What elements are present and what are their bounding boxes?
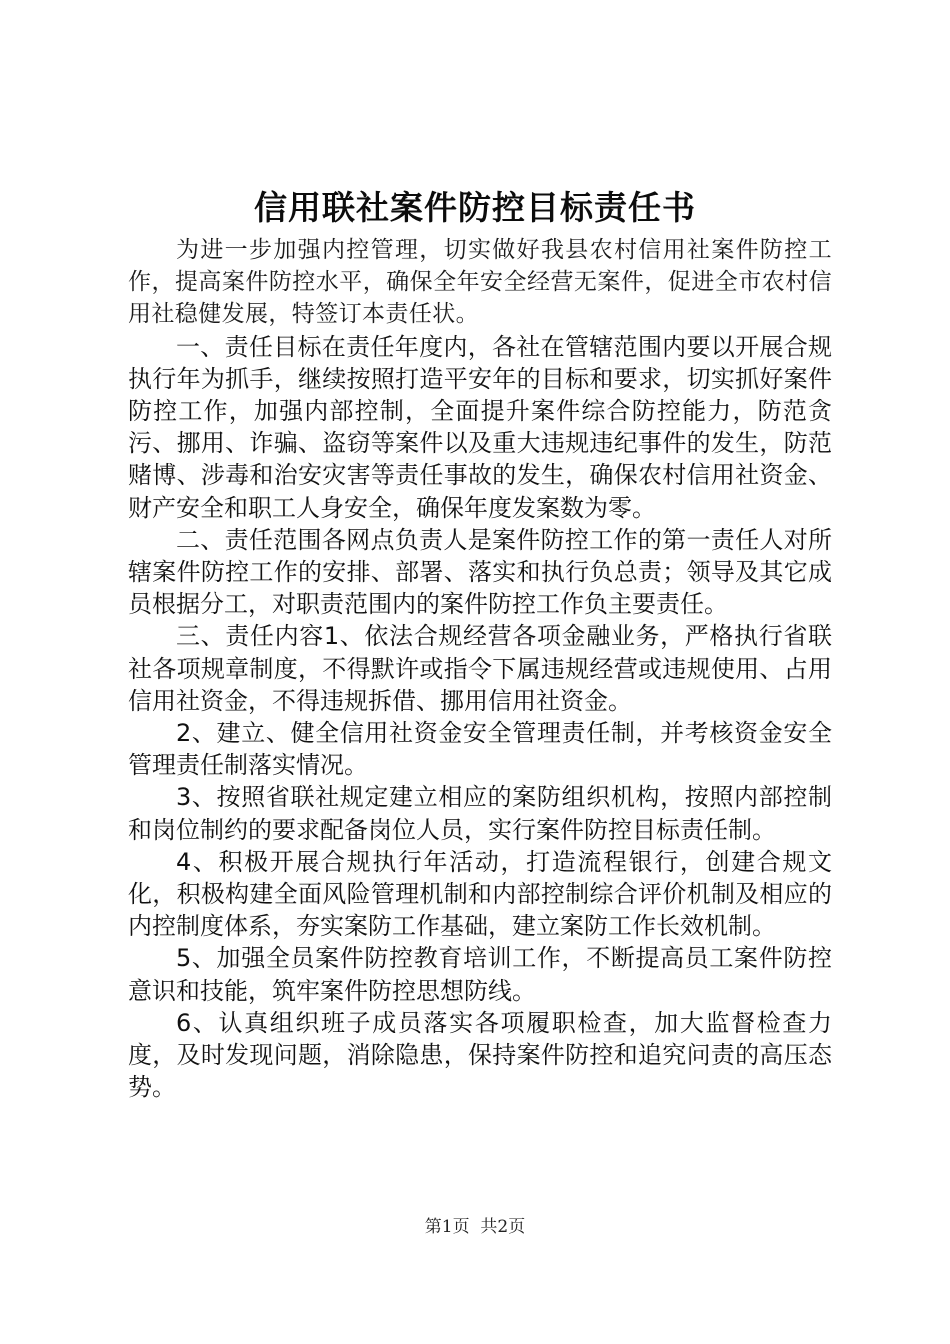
paragraph-responsibility-goal: 一、责任目标在责任年度内，各社在管辖范围内要以开展合规执行年为抓手，继续按照打造平安年的目标和要求，切实抓好案件防控工作，加强内部控制，全面提升案件综合防控能力，防范贪污、挪用、诈骗、盗窃等案件以及重大违规违纪事件的发生，防范赌博、涉毒和治安灾害等责任事故的发生，确保农村信用社资金、财产安全和职工人身安全，确保年度发案数为零。 [128,332,832,522]
intro-paragraph: 为进一步加强内控管理，切实做好我县农村信用社案件防控工作，提高案件防控水平，确保全年安全经营无案件，促进全市农村信用社稳健发展，特签订本责任状。 [128,237,832,328]
paragraph-item-6: 6、认真组织班子成员落实各项履职检查，加大监督检查力度，及时发现问题，消除隐患，保持案件防控和追究问责的高压态势。 [128,1008,832,1102]
paragraph-responsibility-content-1: 三、责任内容1、依法合规经营各项金融业务，严格执行省联社各项规章制度，不得默许或指令下属违规经营或违规使用、占用信用社资金，不得违规拆借、挪用信用社资金。 [128,622,832,715]
paragraph-item-2: 2、建立、健全信用社资金安全管理责任制，并考核资金安全管理责任制落实情况。 [128,719,832,780]
paragraph-item-3: 3、按照省联社规定建立相应的案防组织机构，按照内部控制和岗位制约的要求配备岗位人员，实行案件防控目标责任制。 [128,783,832,844]
page-footer [0,1215,950,1239]
page-number-label: 第1页 共2页 [424,1217,526,1237]
paragraph-item-5: 5、加强全员案件防控教育培训工作，不断提高员工案件防控意识和技能，筑牢案件防控思想防线。 [128,944,832,1005]
paragraph-responsibility-scope: 二、责任范围各网点负责人是案件防控工作的第一责任人对所辖案件防控工作的安排、部署、落实和执行负总责；领导及其它成员根据分工，对职责范围内的案件防控工作负主要责任。 [128,525,832,619]
document-title: 信用联社案件防控目标责任书 [254,188,696,227]
paragraph-item-4: 4、积极开展合规执行年活动，打造流程银行，创建合规文化，积极构建全面风险管理机制和内部控制综合评价机制及相应的内控制度体系，夯实案防工作基础，建立案防工作长效机制。 [128,847,832,941]
document-body [128,234,832,1103]
